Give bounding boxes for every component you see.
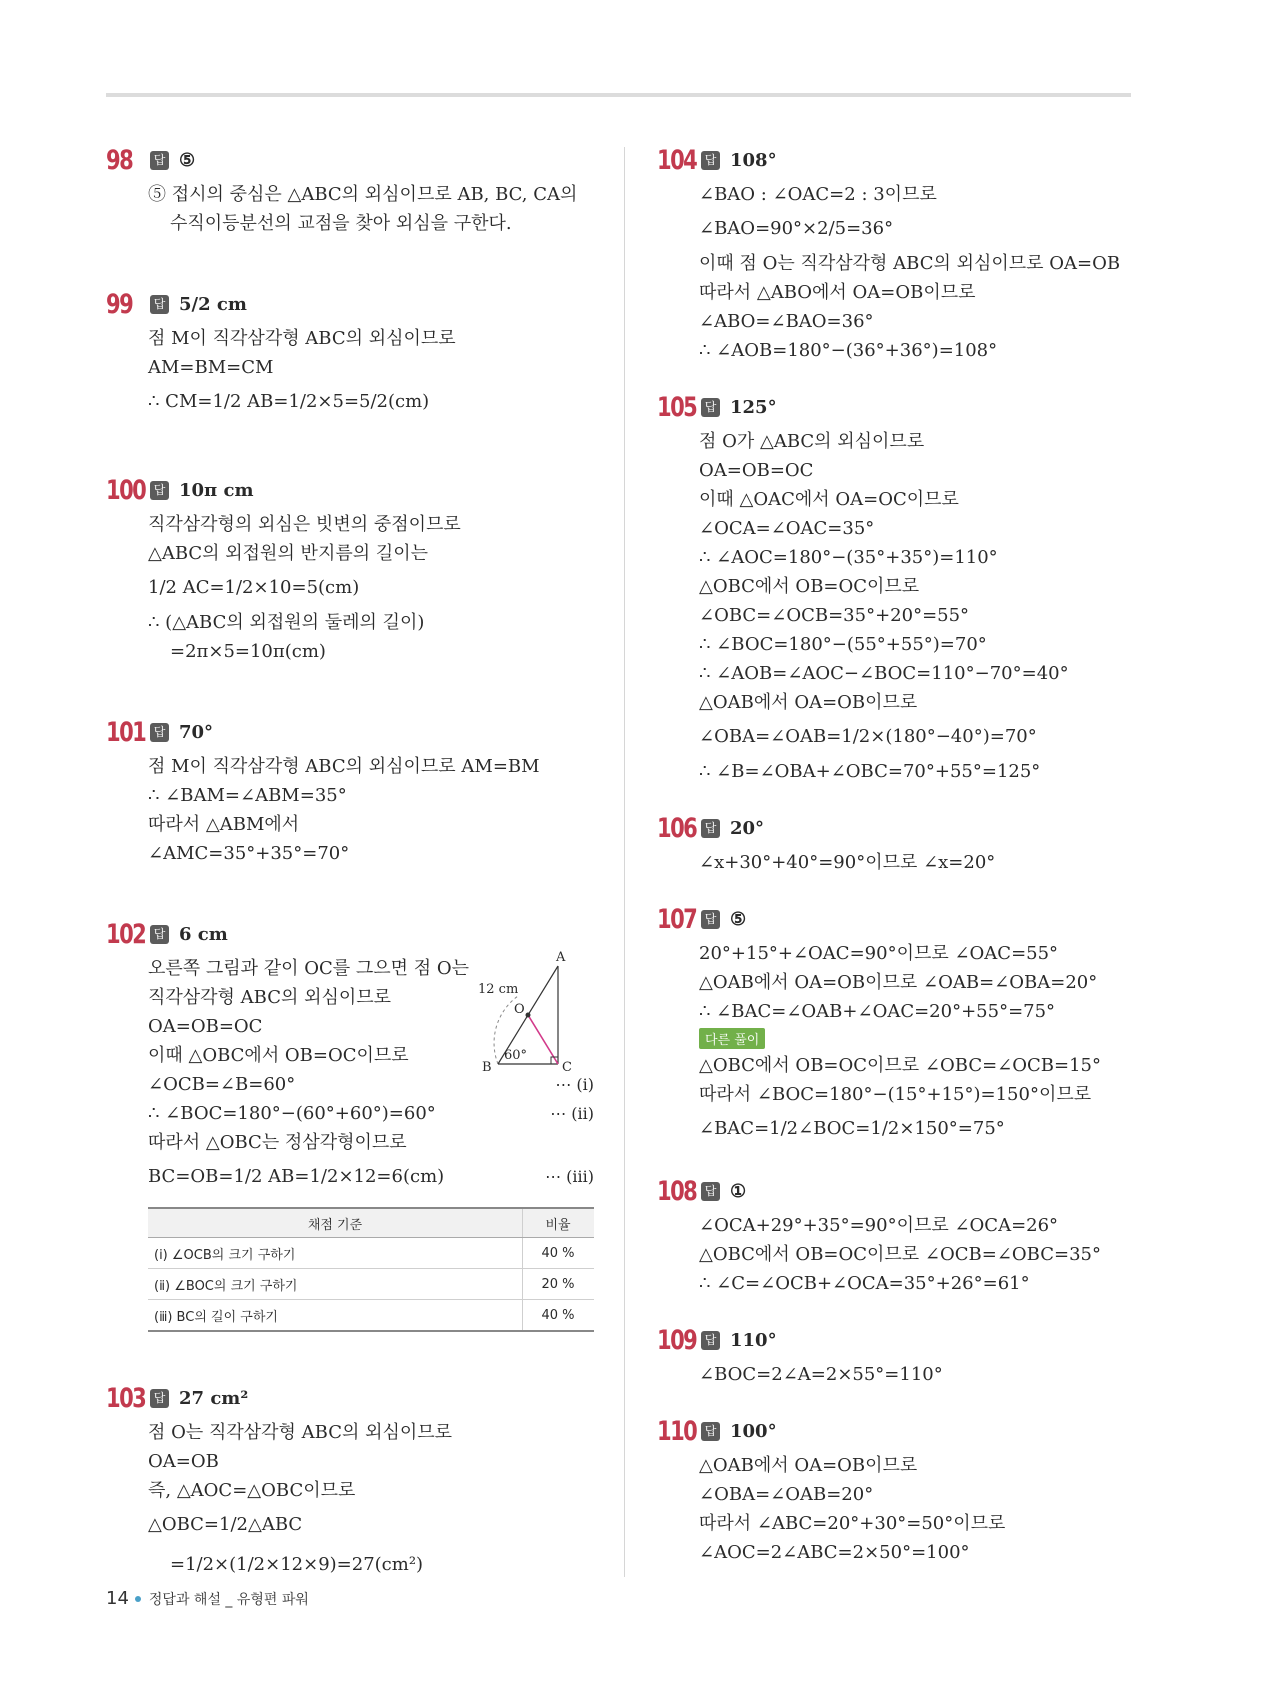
problem-110 [657, 1411, 1135, 1567]
answer-badge: 답 [150, 1389, 169, 1408]
solution-line: ∠BOC=2∠A=2×55°=110° [699, 1364, 943, 1385]
header-rule [106, 93, 1131, 97]
solution-line: 점 M이 직각삼각형 ABC의 외심이므로 [148, 328, 456, 349]
solution-line: ∴ (△ABC의 외접원의 둘레의 길이) [148, 612, 425, 633]
step-marker: ⋯ (ⅱ) [550, 1104, 594, 1123]
problem-number: 103 [106, 1382, 146, 1414]
solution-line: 이때 점 O는 직각삼각형 ABC의 외심이므로 OA=OB [699, 253, 1121, 274]
solution-line: BC=OB=1/2 AB=1/2×12=6(cm) ⋯ (ⅲ) [148, 1157, 594, 1197]
solution-line: OA=OB [148, 1451, 219, 1472]
solution-line: OA=OB=OC [699, 460, 814, 481]
problem-header [657, 808, 1135, 848]
circumcenter-label: O [514, 1002, 525, 1017]
solution-lines [106, 510, 594, 666]
problem-101 [106, 712, 594, 868]
table-cell: (ⅲ) BC의 길이 구하기 [148, 1300, 523, 1332]
solution-line: 점 O가 △ABC의 외심이므로 [699, 431, 925, 452]
solution-lines [657, 848, 1135, 877]
solution-line: △OBC에서 OB=OC이므로 [699, 576, 920, 597]
problem-header [106, 914, 594, 954]
answer-badge: 답 [701, 1331, 720, 1350]
solution-line: 점 M이 직각삼각형 ABC의 외심이므로 AM=BM [148, 756, 540, 777]
solution-line: △OAB에서 OA=OB이므로 [699, 692, 918, 713]
alt-solution-tag-wrap [657, 1028, 1135, 1049]
solution-line: OA=OB=OC [148, 1016, 263, 1037]
problem-number: 99 [106, 288, 133, 320]
page-number: 14 [106, 1588, 129, 1609]
problem-108 [657, 1171, 1135, 1298]
solution-line: 따라서 △OBC는 정삼각형이므로 [148, 1132, 407, 1153]
solution-line: ∴ ∠BOC=180°−(55°+55°)=70° [699, 634, 987, 655]
answer-value: ⑤ [179, 149, 196, 171]
table-cell: 40 % [523, 1300, 595, 1332]
solution-line: ∠OCB=∠B=60° ⋯ (ⅰ) [148, 1070, 594, 1099]
solution-line: =1/2×(1/2×12×9)=27(cm²) [170, 1554, 424, 1575]
vertex-b-label: B [482, 1060, 492, 1075]
solution-lines [657, 1051, 1135, 1149]
problem-number: 100 [106, 474, 146, 506]
problem-106 [657, 808, 1135, 877]
solution-line: AM=BM=CM [148, 357, 274, 378]
alt-solution-tag: 다른 풀이 [699, 1028, 765, 1049]
solution-line: ∠AOC=2∠ABC=2×50°=100° [699, 1542, 970, 1563]
solution-lines [657, 1451, 1135, 1567]
step-marker: ⋯ (ⅰ) [555, 1075, 594, 1094]
problem-107 [657, 899, 1135, 1149]
answer-value: 10π cm [179, 479, 254, 501]
solution-line: ∠OCA+29°+35°=90°이므로 ∠OCA=26° [699, 1215, 1059, 1236]
answer-badge: 답 [150, 151, 169, 170]
vertex-a-label: A [556, 950, 566, 965]
table-cell: (ⅱ) ∠BOC의 크기 구하기 [148, 1269, 523, 1300]
answer-badge: 답 [150, 295, 169, 314]
solution-line: ∠BAO : ∠OAC=2 : 3이므로 [699, 184, 937, 205]
solution-line: 직각삼각형 ABC의 외심이므로 [148, 987, 392, 1008]
problem-number: 109 [657, 1324, 697, 1356]
answer-badge: 답 [150, 925, 169, 944]
answer-badge: 답 [701, 1422, 720, 1441]
solution-line: ∴ ∠BOC=180°−(60°+60°)=60° ⋯ (ⅱ) [148, 1099, 594, 1128]
solution-line: ∴ ∠AOB=∠AOC−∠BOC=110°−70°=40° [699, 663, 1069, 684]
problem-98 [106, 140, 594, 238]
table-header: 채점 기준 [148, 1208, 523, 1238]
solution-line: △OBC에서 OB=OC이므로 ∠OCB=∠OBC=35° [699, 1244, 1101, 1265]
problem-105 [657, 387, 1135, 786]
problem-header [106, 470, 594, 510]
solution-line: ∴ ∠BAC=∠OAB+∠OAC=20°+55°=75° [699, 1001, 1056, 1022]
step-marker: ⋯ (ⅲ) [545, 1167, 594, 1186]
left-column [106, 140, 594, 1585]
solution-line: △OAB에서 OA=OB이므로 [699, 1455, 918, 1476]
triangle-figure [478, 952, 598, 1082]
problem-number: 102 [106, 918, 146, 950]
answer-value: 125° [730, 396, 777, 418]
solution-line: 오른쪽 그림과 같이 OC를 그으면 점 O는 [148, 958, 470, 979]
answer-value: ⑤ [730, 908, 747, 930]
answer-value: 5/2 cm [179, 293, 247, 315]
answer-value: 110° [730, 1329, 777, 1351]
answer-value: 100° [730, 1420, 777, 1442]
solution-lines [106, 180, 594, 238]
table-cell: (ⅰ) ∠OCB의 크기 구하기 [148, 1238, 523, 1269]
problem-number: 98 [106, 144, 133, 176]
triangle-svg [478, 952, 598, 1082]
solution-line: ∠OCA=∠OAC=35° [699, 518, 875, 539]
answer-value: ① [730, 1180, 747, 1202]
problem-header [657, 1171, 1135, 1211]
answer-badge: 답 [701, 398, 720, 417]
problem-number: 108 [657, 1175, 697, 1207]
solution-line: ∠OBA=∠OAB=1/2×(180°−40°)=70° [699, 726, 1037, 747]
answer-badge: 답 [150, 723, 169, 742]
answer-value: 27 cm² [179, 1387, 249, 1409]
solution-line: ∠AMC=35°+35°=70° [148, 843, 350, 864]
solution-line: ∠BAC=1/2∠BOC=1/2×150°=75° [699, 1118, 1005, 1139]
solution-lines [106, 324, 594, 422]
solution-line: ∴ CM=1/2 AB=1/2×5=5/2(cm) [148, 391, 430, 412]
vertex-c-label: C [562, 1060, 572, 1075]
problem-number: 106 [657, 812, 697, 844]
answer-value: 6 cm [179, 923, 228, 945]
book-title: 정답과 해설 _ 유형편 파워 [148, 1591, 309, 1608]
solution-line: 따라서 ∠BOC=180°−(15°+15°)=150°이므로 [699, 1084, 1092, 1105]
table-cell: 40 % [523, 1238, 595, 1269]
answer-badge: 답 [701, 1182, 720, 1201]
side-length-label: 12 cm [478, 982, 519, 997]
answer-badge: 답 [701, 151, 720, 170]
answer-badge: 답 [150, 481, 169, 500]
solution-line: △OAB에서 OA=OB이므로 ∠OAB=∠OBA=20° [699, 972, 1098, 993]
angle-label: 60° [504, 1048, 528, 1063]
column-divider [624, 147, 625, 1577]
problem-number: 110 [657, 1415, 697, 1447]
solution-line: △ABC의 외접원의 반지름의 길이는 [148, 543, 428, 564]
answer-value: 108° [730, 149, 777, 171]
solution-line: 이때 △OBC에서 OB=OC이므로 [148, 1045, 409, 1066]
answer-badge: 답 [701, 910, 720, 929]
solution-lines [657, 1360, 1135, 1389]
solution-line: ∠x+30°+40°=90°이므로 ∠x=20° [699, 852, 996, 873]
solution-line: △OBC에서 OB=OC이므로 ∠OBC=∠OCB=15° [699, 1055, 1101, 1076]
problem-header [657, 899, 1135, 939]
problem-number: 105 [657, 391, 697, 423]
answer-value: 70° [179, 721, 214, 743]
solution-line: 따라서 △ABO에서 OA=OB이므로 [699, 282, 976, 303]
problem-104 [657, 140, 1135, 365]
problem-number: 107 [657, 903, 697, 935]
answer-value: 20° [730, 817, 765, 839]
solution-line: ∴ ∠AOB=180°−(36°+36°)=108° [699, 340, 998, 361]
problem-103 [106, 1378, 594, 1585]
solution-line: ∠ABO=∠BAO=36° [699, 311, 874, 332]
solution-line: 따라서 △ABM에서 [148, 814, 300, 835]
problem-header [657, 1320, 1135, 1360]
solution-line: ∴ ∠C=∠OCB+∠OCA=35°+26°=61° [699, 1273, 1030, 1294]
bullet-icon [135, 1596, 141, 1602]
solution-lines [106, 752, 594, 868]
solution-lines [106, 1418, 594, 1585]
solution-line: ∴ ∠B=∠OBA+∠OBC=70°+55°=125° [699, 761, 1041, 782]
problem-number: 101 [106, 716, 146, 748]
solution-line: 따라서 ∠ABC=20°+30°=50°이므로 [699, 1513, 1006, 1534]
solution-line: 점 O는 직각삼각형 ABC의 외심이므로 [148, 1422, 453, 1443]
answer-badge: 답 [701, 819, 720, 838]
problem-header [106, 712, 594, 752]
solution-line: ∠OBA=∠OAB=20° [699, 1484, 874, 1505]
problem-header [657, 140, 1135, 180]
solution-line: 즉, △AOC=△OBC이므로 [148, 1480, 356, 1501]
solution-line: 1/2 AC=1/2×10=5(cm) [148, 577, 360, 598]
table-row [148, 1300, 594, 1332]
solution-line: △OBC=1/2△ABC [148, 1514, 303, 1535]
problem-header [657, 387, 1135, 427]
scoring-table [148, 1207, 594, 1332]
problem-number: 104 [657, 144, 697, 176]
solution-line: ⑤ 접시의 중심은 △ABC의 외심이므로 AB, BC, CA의 [148, 184, 578, 205]
solution-line: =2π×5=10π(cm) [170, 641, 326, 662]
solution-line: ∠OBC=∠OCB=35°+20°=55° [699, 605, 970, 626]
problem-109 [657, 1320, 1135, 1389]
solution-line: 수직이등분선의 교점을 찾아 외심을 구한다. [170, 213, 512, 234]
problem-102 [106, 914, 594, 1332]
solution-lines [657, 427, 1135, 786]
problem-100 [106, 470, 594, 666]
right-column [657, 140, 1135, 1567]
solution-line: 이때 △OAC에서 OA=OC이므로 [699, 489, 959, 510]
solution-lines [657, 180, 1135, 365]
table-cell: 20 % [523, 1269, 595, 1300]
solution-line: ∴ ∠BAM=∠ABM=35° [148, 785, 347, 806]
problem-header [106, 1378, 594, 1418]
solution-line: ∠BAO=90°×2/5=36° [699, 218, 894, 239]
solution-line: ∴ ∠AOC=180°−(35°+35°)=110° [699, 547, 998, 568]
problem-99 [106, 284, 594, 422]
problem-header [657, 1411, 1135, 1451]
solution-line: 20°+15°+∠OAC=90°이므로 ∠OAC=55° [699, 943, 1059, 964]
table-row [148, 1238, 594, 1269]
problem-header [106, 284, 594, 324]
problem-header [106, 140, 594, 180]
table-header: 비율 [523, 1208, 595, 1238]
table-row [148, 1269, 594, 1300]
solution-line: 직각삼각형의 외심은 빗변의 중점이므로 [148, 514, 461, 535]
page-footer [106, 1588, 309, 1609]
solution-lines [657, 939, 1135, 1026]
solution-lines [657, 1211, 1135, 1298]
